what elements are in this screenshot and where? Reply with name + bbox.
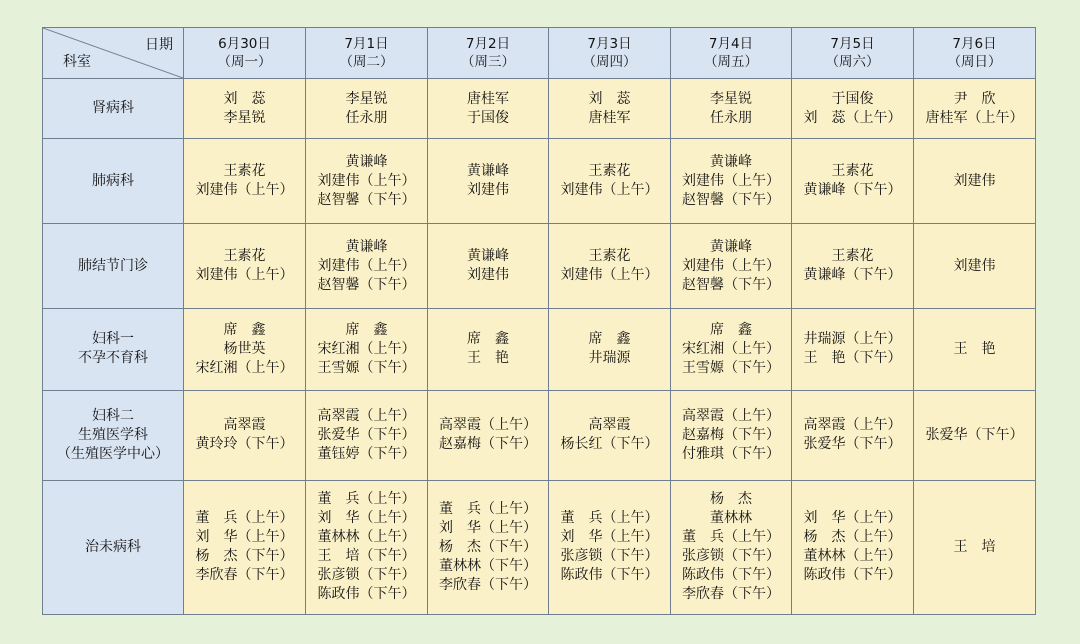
- doctor-entry: 黄谦峰: [467, 248, 509, 265]
- doctor-schedule-cell: [428, 309, 549, 390]
- doctor-entry: 赵智馨（下午）: [317, 191, 416, 208]
- doctor-entry: 于国俊: [467, 109, 509, 126]
- doctor-entry: 高翠霞: [588, 417, 631, 434]
- doctor-entry: 刘 华（上午）: [803, 510, 902, 527]
- doctor-entry: 任永朋: [710, 109, 752, 126]
- date-header: [914, 28, 1036, 79]
- doctor-entry: 刘建伟（上午）: [682, 257, 780, 274]
- doctor-entry: 赵智馨（下午）: [682, 276, 780, 293]
- weekday-label: （周二）: [339, 54, 394, 70]
- date-header: [549, 28, 671, 79]
- doctor-entry: 李星锐: [223, 109, 266, 126]
- doctor-entry: 黄谦峰（下午）: [803, 267, 902, 284]
- doctor-entry: 王素花: [223, 248, 266, 265]
- doctor-schedule-cell: [671, 390, 792, 480]
- doctor-entry: 董 兵（上午）: [682, 529, 780, 546]
- doctor-entry: 黄谦峰（下午）: [803, 182, 902, 199]
- doctor-schedule-cell: [914, 390, 1036, 480]
- doctor-schedule-cell: [306, 139, 428, 224]
- weekday-label: （周一）: [217, 54, 272, 70]
- doctor-entry: 于国俊: [831, 90, 874, 107]
- doctor-schedule-cell: [671, 309, 792, 390]
- doctor-schedule-cell: [549, 224, 671, 309]
- doctor-entry: 席 鑫: [467, 331, 509, 348]
- doctor-entry: 黄谦峰: [345, 238, 388, 255]
- schedule-table-container: [42, 27, 1035, 615]
- corner-cell: [43, 28, 184, 79]
- doctor-entry: 付雅琪（下午）: [682, 445, 780, 462]
- doctor-entry: 黄谦峰: [345, 153, 388, 170]
- doctor-entry: 董林林: [710, 510, 752, 527]
- date-label: 7月1日: [344, 36, 389, 52]
- doctor-entry: 刘建伟: [467, 182, 509, 199]
- date-label: 7月6日: [952, 36, 997, 52]
- doctor-entry: 刘建伟（上午）: [195, 182, 294, 199]
- doctor-entry: 董 兵（上午）: [195, 510, 294, 527]
- doctor-entry: 陈政伟（下午）: [560, 567, 659, 584]
- doctor-entry: 陈政伟（下午）: [317, 586, 416, 603]
- doctor-entry: 张爱华（下午）: [317, 426, 416, 443]
- doctor-entry: 刘 华（上午）: [195, 529, 294, 546]
- doctor-entry: 刘建伟（上午）: [560, 182, 659, 199]
- doctor-schedule-cell: [914, 139, 1036, 224]
- doctor-schedule-cell: [184, 390, 306, 480]
- department-row: [43, 480, 1036, 614]
- doctor-entry: 王 培: [953, 538, 996, 555]
- doctor-entry: 高翠霞（上午）: [682, 407, 780, 424]
- doctor-entry: 高翠霞（上午）: [803, 417, 902, 434]
- doctor-entry: 宋红湘（上午）: [317, 340, 416, 357]
- doctor-schedule-cell: [184, 309, 306, 390]
- doctor-entry: 井瑞源: [588, 350, 631, 367]
- doctor-entry: 刘 华（上午）: [439, 519, 537, 536]
- date-header: [792, 28, 914, 79]
- doctor-entry: 杨 杰（上午）: [803, 529, 902, 546]
- department-row: [43, 139, 1036, 224]
- doctor-schedule-cell: [671, 480, 792, 614]
- date-header: [306, 28, 428, 79]
- department-name: 不孕不育科: [78, 350, 148, 367]
- weekday-label: （周四）: [582, 54, 637, 70]
- doctor-entry: 黄谦峰: [710, 153, 752, 170]
- date-label: 7月5日: [830, 36, 875, 52]
- doctor-schedule-cell: [306, 79, 428, 139]
- department-name: 肺病科: [92, 172, 134, 189]
- department-cell: [43, 309, 184, 390]
- doctor-schedule-cell: [549, 480, 671, 614]
- department-name: 肾病科: [92, 100, 134, 117]
- department-name: 妇科二: [92, 407, 134, 424]
- doctor-entry: 黄谦峰: [467, 163, 509, 180]
- doctor-entry: 董林林（上午）: [317, 529, 416, 546]
- department-name: （生殖医学中心）: [57, 445, 169, 462]
- department-name: 妇科一: [92, 331, 134, 348]
- doctor-schedule-cell: [184, 139, 306, 224]
- weekday-label: （周六）: [825, 54, 880, 70]
- doctor-entry: 刘建伟（上午）: [560, 267, 659, 284]
- doctor-entry: 唐桂军: [467, 90, 509, 107]
- date-label: 7月3日: [587, 36, 632, 52]
- doctor-schedule-cell: [792, 139, 914, 224]
- doctor-schedule-cell: [914, 224, 1036, 309]
- department-name: 生殖医学科: [78, 426, 148, 443]
- doctor-schedule-cell: [428, 224, 549, 309]
- doctor-entry: 李欣春（下午）: [439, 576, 537, 593]
- doctor-entry: 刘 华（上午）: [317, 510, 416, 527]
- doctor-entry: 宋红湘（上午）: [682, 340, 780, 357]
- doctor-entry: 尹 欣: [953, 90, 996, 107]
- doctor-entry: 王 艳: [953, 340, 996, 357]
- doctor-entry: 唐桂军: [588, 109, 631, 126]
- doctor-entry: 井瑞源（上午）: [803, 331, 902, 348]
- doctor-entry: 王素花: [831, 163, 874, 180]
- doctor-schedule-cell: [306, 390, 428, 480]
- date-label: 6月30日: [218, 36, 271, 52]
- doctor-entry: 杨长红（下午）: [560, 436, 659, 453]
- doctor-entry: 赵智馨（下午）: [682, 191, 780, 208]
- doctor-schedule-cell: [549, 79, 671, 139]
- date-header: [671, 28, 792, 79]
- date-header: [184, 28, 306, 79]
- doctor-entry: 王 艳（下午）: [803, 350, 902, 367]
- doctor-schedule-cell: [306, 480, 428, 614]
- doctor-entry: 杨世英: [223, 340, 266, 357]
- doctor-entry: 董林林（上午）: [803, 548, 902, 565]
- schedule-body: [43, 79, 1036, 615]
- doctor-schedule-cell: [184, 480, 306, 614]
- date-label: 7月4日: [708, 36, 754, 52]
- doctor-entry: 王素花: [588, 163, 631, 180]
- doctor-entry: 王素花: [831, 248, 874, 265]
- doctor-entry: 王 培（下午）: [317, 548, 416, 565]
- doctor-entry: 李欣春（下午）: [682, 586, 780, 603]
- doctor-entry: 黄谦峰: [710, 238, 752, 255]
- date-label: 7月2日: [465, 36, 511, 52]
- doctor-schedule-cell: [549, 309, 671, 390]
- doctor-entry: 唐桂军（上午）: [925, 109, 1024, 126]
- doctor-entry: 张彦锁（下午）: [317, 567, 416, 584]
- doctor-schedule-cell: [671, 139, 792, 224]
- doctor-entry: 赵嘉梅（下午）: [682, 426, 780, 443]
- doctor-entry: 李欣春（下午）: [195, 567, 294, 584]
- doctor-schedule-cell: [549, 139, 671, 224]
- doctor-entry: 董 兵（上午）: [317, 491, 416, 508]
- doctor-entry: 董 兵（上午）: [560, 510, 659, 527]
- doctor-entry: 刘建伟（上午）: [682, 172, 780, 189]
- department-cell: [43, 79, 184, 139]
- doctor-entry: 刘 华（上午）: [560, 529, 659, 546]
- doctor-schedule-cell: [792, 309, 914, 390]
- doctor-entry: 董林林（下午）: [439, 557, 537, 574]
- doctor-schedule-cell: [306, 309, 428, 390]
- doctor-entry: 刘建伟（上午）: [317, 257, 416, 274]
- department-name: 治未病科: [85, 538, 141, 555]
- doctor-entry: 刘建伟（上午）: [195, 267, 294, 284]
- doctor-entry: 李星锐: [345, 90, 388, 107]
- doctor-entry: 陈政伟（下午）: [803, 567, 902, 584]
- date-header: [428, 28, 549, 79]
- doctor-schedule-cell: [792, 79, 914, 139]
- doctor-schedule-cell: [428, 139, 549, 224]
- doctor-schedule-cell: [792, 390, 914, 480]
- doctor-entry: 杨 杰（下午）: [439, 538, 537, 555]
- doctor-entry: 高翠霞: [223, 417, 266, 434]
- doctor-entry: 席 鑫: [223, 321, 266, 338]
- doctor-entry: 王雪嫄（下午）: [682, 359, 780, 376]
- doctor-entry: 刘建伟: [467, 267, 509, 284]
- doctor-entry: 席 鑫: [588, 331, 631, 348]
- doctor-entry: 任永朋: [345, 109, 388, 126]
- doctor-entry: 高翠霞（上午）: [439, 417, 537, 434]
- doctor-entry: 陈政伟（下午）: [682, 567, 780, 584]
- doctor-entry: 张爱华（下午）: [803, 436, 902, 453]
- header-row: [43, 28, 1036, 79]
- doctor-schedule-cell: [184, 79, 306, 139]
- doctor-entry: 刘建伟: [953, 257, 996, 274]
- doctor-entry: 杨 杰（下午）: [195, 548, 294, 565]
- doctor-schedule-cell: [671, 224, 792, 309]
- doctor-schedule-cell: [549, 390, 671, 480]
- doctor-entry: 刘 蕊: [588, 90, 631, 107]
- doctor-schedule-cell: [914, 79, 1036, 139]
- doctor-schedule-cell: [671, 79, 792, 139]
- doctor-schedule-cell: [428, 480, 549, 614]
- doctor-schedule-cell: [428, 390, 549, 480]
- doctor-schedule-cell: [914, 309, 1036, 390]
- department-row: [43, 224, 1036, 309]
- doctor-schedule-cell: [792, 480, 914, 614]
- doctor-entry: 宋红湘（上午）: [195, 359, 294, 376]
- doctor-schedule-cell: [792, 224, 914, 309]
- department-row: [43, 79, 1036, 139]
- doctor-entry: 黄玲玲（下午）: [195, 436, 294, 453]
- weekday-label: （周五）: [704, 54, 758, 70]
- doctor-entry: 刘建伟（上午）: [317, 172, 416, 189]
- doctor-entry: 赵智馨（下午）: [317, 276, 416, 293]
- weekday-label: （周三）: [461, 54, 515, 70]
- doctor-entry: 张彦锁（下午）: [560, 548, 659, 565]
- doctor-entry: 王素花: [588, 248, 631, 265]
- doctor-entry: 赵嘉梅（下午）: [439, 436, 537, 453]
- doctor-schedule-cell: [914, 480, 1036, 614]
- corner-date-label: 日期: [145, 37, 173, 53]
- department-row: [43, 309, 1036, 390]
- doctor-entry: 王雪嫄（下午）: [317, 359, 416, 376]
- doctor-entry: 席 鑫: [710, 321, 752, 338]
- department-cell: [43, 390, 184, 480]
- doctor-entry: 杨 杰: [710, 491, 752, 508]
- department-cell: [43, 139, 184, 224]
- doctor-entry: 席 鑫: [345, 321, 388, 338]
- doctor-schedule-cell: [184, 224, 306, 309]
- doctor-entry: 李星锐: [710, 90, 752, 107]
- doctor-entry: 王素花: [223, 163, 266, 180]
- doctor-entry: 董钰婷（下午）: [317, 445, 416, 462]
- doctor-entry: 刘 蕊（上午）: [803, 109, 902, 126]
- department-row: [43, 390, 1036, 480]
- department-cell: [43, 480, 184, 614]
- department-name: 肺结节门诊: [78, 257, 148, 274]
- doctor-entry: 刘 蕊: [223, 90, 266, 107]
- doctor-entry: 张彦锁（下午）: [682, 548, 780, 565]
- weekday-label: （周日）: [947, 54, 1002, 70]
- corner-dept-label: 科室: [63, 54, 91, 70]
- doctor-schedule-cell: [306, 224, 428, 309]
- doctor-entry: 刘建伟: [953, 172, 996, 189]
- doctor-entry: 张爱华（下午）: [925, 426, 1024, 443]
- doctor-entry: 董 兵（上午）: [439, 500, 537, 517]
- doctor-schedule-cell: [428, 79, 549, 139]
- schedule-table: [42, 27, 1036, 615]
- department-cell: [43, 224, 184, 309]
- doctor-entry: 高翠霞（上午）: [317, 407, 416, 424]
- doctor-entry: 王 艳: [467, 350, 509, 367]
